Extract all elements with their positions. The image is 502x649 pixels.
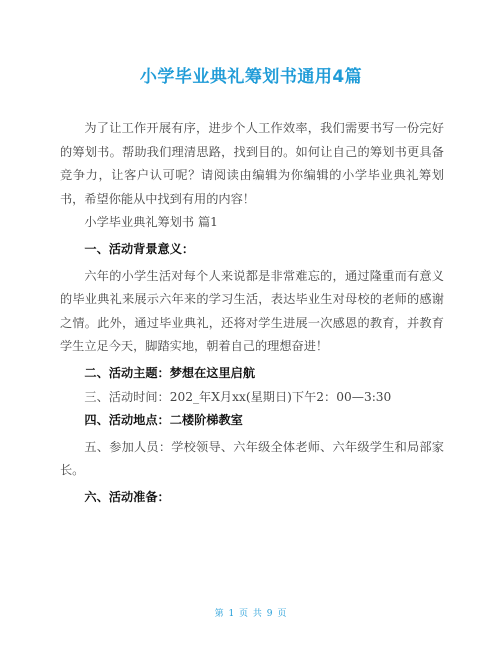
intro-paragraph: 为了让工作开展有序，进步个人工作效率，我们需要书写一份完好的筹划书。帮助我们理清思路，找到目的。如何让自己的筹划书更具备竞争力，让客户认可呢？请阅读由编辑为你编辑的小学毕业典礼筹划书，希望你能从中找到有用的内容！ (60, 121, 444, 206)
heading-location: 四、活动地点：二楼阶梯教室 (84, 413, 243, 428)
heading-background: 一、活动背景意义： (84, 241, 195, 256)
document-body (60, 117, 444, 510)
section-heading-plan-1: 小学毕业典礼筹划书 篇1 (84, 215, 218, 230)
document-title: 小学毕业典礼筹划书通用4篇 (139, 67, 363, 87)
heading-preparation: 六、活动准备： (84, 489, 170, 504)
participants-paragraph: 五、参加人员：学校领导、六年级全体老师、六年级学生和局部家长。 (60, 439, 444, 478)
activity-time: 三、活动时间：202_年X月xx(星期日)下午2：00—3:30 (84, 389, 392, 404)
page-indicator: 第 1 页 共 9 页 (214, 609, 288, 619)
heading-theme: 二、活动主题：梦想在这里启航 (84, 365, 256, 380)
background-paragraph: 六年的小学生活对每个人来说都是非常难忘的，通过隆重而有意义的毕业典礼来展示六年来的学习生活，表达毕业生对母校的老师的感谢之情。此外，通过毕业典礼，还将对学生进展一次感恩的教育，并教育学生立足今天，脚踏实地，朝着自己的理想奋进！ (60, 268, 444, 354)
